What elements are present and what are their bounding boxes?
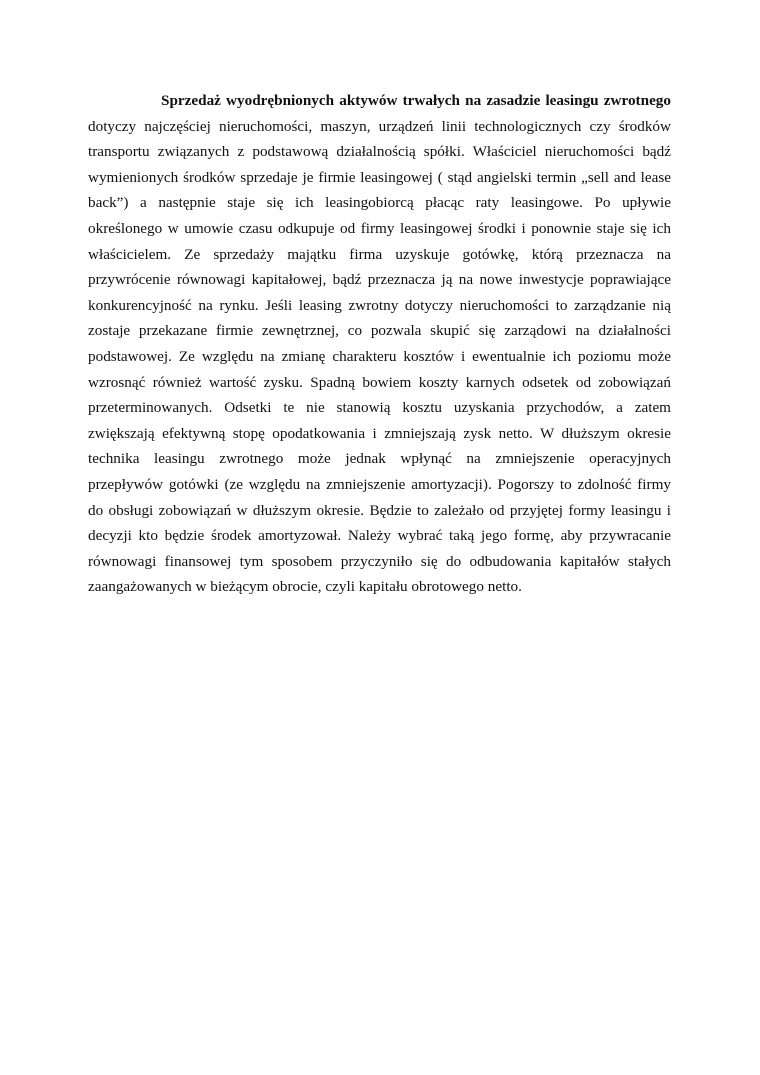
paragraph-line: właścicielem. Ze sprzedaży majątku firma uzyskuje gotówkę, którą przeznacza na (88, 245, 671, 263)
paragraph-title: Sprzedaż wyodrębnionych aktywów trwałych na zasadzie leasingu zwrotnego (161, 92, 671, 109)
paragraph-line: przywrócenie równowagi kapitałowej, bądź przeznacza ją na nowe inwestycje poprawiające (88, 271, 671, 289)
paragraph-line: decyzji kto będzie środek amortyzował. Należy wybrać taką jego formę, aby przywracanie (88, 527, 671, 545)
paragraph-line: technika leasingu zwrotnego może jednak wpłynąć na zmniejszenie operacyjnych (88, 450, 671, 468)
paragraph-line: równowagi finansowej tym sposobem przyczyniło się do odbudowania kapitałów stałych (88, 552, 671, 570)
paragraph-line: przepływów gotówki (ze względu na zmniejszenie amortyzacji). Pogorszy to zdolność firmy (88, 475, 671, 493)
paragraph-line: wzrosnąć również wartość zysku. Spadną bowiem koszty karnych odsetek od zobowiązań (88, 373, 671, 391)
paragraph (88, 88, 671, 600)
paragraph-line: wymienionych środków sprzedaje je firmie leasingowej ( stąd angielski termin „sell and lease (88, 168, 671, 186)
paragraph-line: podstawowej. Ze względu na zmianę charakteru kosztów i ewentualnie ich poziomu może (88, 347, 671, 365)
paragraph-line: przeterminowanych. Odsetki te nie stanowią kosztu uzyskania przychodów, a zatem (88, 399, 671, 417)
paragraph-last-line: zaangażowanych w bieżącym obrocie, czyli kapitału obrotowego netto. (88, 578, 522, 596)
paragraph-line: zwiększają efektywną stopę opodatkowania i zmniejszają zysk netto. W dłuższym okresie (88, 424, 671, 442)
paragraph-line: transportu związanych z podstawową działalnością spółki. Właściciel nieruchomości bądź (88, 143, 671, 161)
paragraph-title-line (88, 88, 671, 114)
paragraph-line: do obsługi zobowiązań w dłuższym okresie. Będzie to zależało od przyjętej formy leasingu i (88, 501, 671, 519)
paragraph-line: zostaje przekazane firmie zewnętrznej, co pozwala skupić się zarządowi na działalności (88, 322, 671, 340)
paragraph-line: określonego w umowie czasu odkupuje od firmy leasingowej środki i ponownie staje się ich (88, 219, 671, 237)
paragraph-line: back”) a następnie staje się ich leasingobiorcą płacąc raty leasingowe. Po upływie (88, 194, 671, 212)
paragraph-line: dotyczy najczęściej nieruchomości, maszyn, urządzeń linii technologicznych czy środków (88, 117, 671, 135)
paragraph-line: konkurencyjność na rynku. Jeśli leasing zwrotny dotyczy nieruchomości to zarządzanie nią (88, 296, 671, 314)
